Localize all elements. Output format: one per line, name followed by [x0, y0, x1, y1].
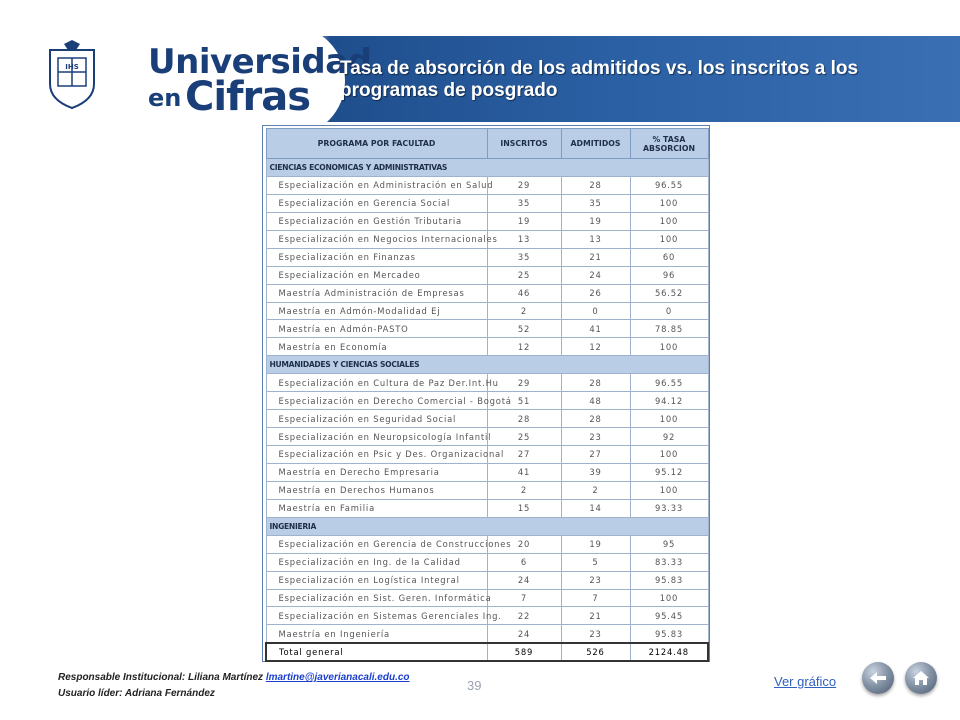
tasa-cell: 96.55 — [630, 374, 708, 392]
admitidos-cell: 21 — [561, 248, 630, 266]
table-row — [266, 410, 708, 428]
admitidos-cell: 24 — [561, 266, 630, 284]
tasa-cell: 94.12 — [630, 392, 708, 410]
tasa-cell: 100 — [630, 481, 708, 499]
admitidos-cell: 23 — [561, 571, 630, 589]
table-row — [266, 553, 708, 571]
admitidos-cell: 26 — [561, 284, 630, 302]
program-name-cell: Especialización en Neuropsicología Infantil — [266, 428, 487, 446]
program-name-cell: Maestría en Ingeniería — [266, 625, 487, 643]
svg-text:IHS: IHS — [65, 63, 79, 71]
admitidos-cell: 21 — [561, 607, 630, 625]
inscritos-cell: 15 — [487, 499, 561, 517]
back-button[interactable] — [862, 662, 894, 694]
table-row — [266, 212, 708, 230]
program-name-cell: Especialización en Administración en Salud — [266, 176, 487, 194]
section-title: INGENIERIA — [266, 517, 708, 535]
table-row — [266, 589, 708, 607]
table-row — [266, 607, 708, 625]
inscritos-cell: 13 — [487, 230, 561, 248]
page-title: Tasa de absorción de los admitidos vs. los inscritos a los programas de posgrado — [340, 58, 859, 101]
tasa-cell: 95 — [630, 535, 708, 553]
admitidos-cell: 13 — [561, 230, 630, 248]
tasa-cell: 96 — [630, 266, 708, 284]
program-name-cell: Especialización en Finanzas — [266, 248, 487, 266]
tasa-cell: 78.85 — [630, 320, 708, 338]
tasa-cell: 100 — [630, 230, 708, 248]
table-row — [266, 446, 708, 464]
inscritos-cell: 12 — [487, 338, 561, 356]
table-row — [266, 284, 708, 302]
column-header-programa: PROGRAMA POR FACULTAD — [266, 129, 487, 159]
home-icon — [912, 670, 930, 686]
program-name-cell: Especialización en Negocios Internacionales — [266, 230, 487, 248]
email-link[interactable]: lmartine@javerianacali.edu.co — [265, 672, 410, 683]
column-header-inscritos: INSCRITOS — [487, 129, 561, 159]
table-row — [266, 320, 708, 338]
program-name-cell: Especialización en Derecho Comercial - Bogotá — [266, 392, 487, 410]
tasa-cell: 95.12 — [630, 463, 708, 481]
home-button[interactable] — [905, 662, 937, 694]
tasa-cell: 95.83 — [630, 571, 708, 589]
table-row — [266, 428, 708, 446]
admitidos-cell: 28 — [561, 410, 630, 428]
brand-universidad: Universidad — [148, 42, 372, 82]
program-name-cell: Especialización en Gerencia de Construcciones — [266, 535, 487, 553]
total-admitidos-cell: 526 — [561, 643, 630, 661]
admitidos-cell: 14 — [561, 499, 630, 517]
section-row — [266, 517, 708, 535]
program-name-cell: Maestría en Economía — [266, 338, 487, 356]
admitidos-cell: 7 — [561, 589, 630, 607]
program-name-cell: Especialización en Sist. Geren. Informática — [266, 589, 487, 607]
table-row — [266, 463, 708, 481]
tasa-cell: 60 — [630, 248, 708, 266]
inscritos-cell: 2 — [487, 481, 561, 499]
admitidos-cell: 41 — [561, 320, 630, 338]
responsable-label: Responsable Institucional: Liliana Martínez — [58, 672, 264, 683]
tasa-cell: 100 — [630, 194, 708, 212]
tasa-cell: 83.33 — [630, 553, 708, 571]
tasa-cell: 100 — [630, 338, 708, 356]
section-row — [266, 356, 708, 374]
tasa-cell: 95.83 — [630, 625, 708, 643]
inscritos-cell: 22 — [487, 607, 561, 625]
inscritos-cell: 29 — [487, 374, 561, 392]
program-name-cell: Maestría en Derecho Empresaria — [266, 463, 487, 481]
table-row — [266, 374, 708, 392]
program-name-cell: Especialización en Gerencia Social — [266, 194, 487, 212]
total-row — [266, 643, 708, 661]
admitidos-cell: 48 — [561, 392, 630, 410]
admitidos-cell: 0 — [561, 302, 630, 320]
table-row — [266, 302, 708, 320]
program-name-cell: Especialización en Sistemas Gerenciales Ing. — [266, 607, 487, 625]
program-name-cell: Especialización en Psic y Des. Organizacional — [266, 446, 487, 464]
inscritos-cell: 29 — [487, 176, 561, 194]
header-banner — [0, 36, 960, 122]
section-row — [266, 159, 708, 177]
tasa-cell: 92 — [630, 428, 708, 446]
inscritos-cell: 20 — [487, 535, 561, 553]
section-title: CIENCIAS ECONOMICAS Y ADMINISTRATIVAS — [266, 159, 708, 177]
admitidos-cell: 2 — [561, 481, 630, 499]
admitidos-cell: 12 — [561, 338, 630, 356]
tasa-cell: 93.33 — [630, 499, 708, 517]
table-body — [266, 159, 708, 661]
program-name-cell: Especialización en Seguridad Social — [266, 410, 487, 428]
inscritos-cell: 35 — [487, 248, 561, 266]
inscritos-cell: 41 — [487, 463, 561, 481]
program-name-cell: Maestría en Derechos Humanos — [266, 481, 487, 499]
admitidos-cell: 27 — [561, 446, 630, 464]
table-row — [266, 230, 708, 248]
inscritos-cell: 35 — [487, 194, 561, 212]
university-crest-icon — [36, 42, 108, 118]
table-row — [266, 625, 708, 643]
program-name-cell: Maestría en Admón-Modalidad Ej — [266, 302, 487, 320]
inscritos-cell: 27 — [487, 446, 561, 464]
total-label-cell: Total general — [266, 643, 487, 661]
inscritos-cell: 28 — [487, 410, 561, 428]
column-header-tasa: % TASA ABSORCION — [630, 129, 708, 159]
program-name-cell: Maestría Administración de Empresas — [266, 284, 487, 302]
absorption-table — [262, 125, 710, 662]
table-row — [266, 571, 708, 589]
inscritos-cell: 25 — [487, 266, 561, 284]
column-header-admitidos: ADMITIDOS — [561, 129, 630, 159]
table-row — [266, 248, 708, 266]
program-name-cell: Especialización en Logística Integral — [266, 571, 487, 589]
admitidos-cell: 35 — [561, 194, 630, 212]
program-name-cell: Especialización en Mercadeo — [266, 266, 487, 284]
program-name-cell: Maestría en Admón-PASTO — [266, 320, 487, 338]
ver-grafico-link[interactable]: Ver gráfico — [774, 674, 837, 689]
table-row — [266, 392, 708, 410]
table-header-row — [266, 129, 708, 159]
inscritos-cell: 46 — [487, 284, 561, 302]
admitidos-cell: 19 — [561, 212, 630, 230]
program-name-cell: Especialización en Cultura de Paz Der.Int.Hu — [266, 374, 487, 392]
inscritos-cell: 52 — [487, 320, 561, 338]
back-arrow-icon — [869, 671, 887, 685]
inscritos-cell: 24 — [487, 625, 561, 643]
admitidos-cell: 28 — [561, 176, 630, 194]
usuario-lider: Usuario líder: Adriana Fernández — [58, 688, 215, 699]
table-row — [266, 176, 708, 194]
admitidos-cell: 19 — [561, 535, 630, 553]
table-row — [266, 194, 708, 212]
inscritos-cell: 51 — [487, 392, 561, 410]
program-name-cell: Especialización en Ing. de la Calidad — [266, 553, 487, 571]
table-row — [266, 481, 708, 499]
table-row — [266, 535, 708, 553]
inscritos-cell: 25 — [487, 428, 561, 446]
table-row — [266, 338, 708, 356]
inscritos-cell: 24 — [487, 571, 561, 589]
tasa-cell: 56.52 — [630, 284, 708, 302]
tasa-cell: 100 — [630, 589, 708, 607]
program-name-cell: Maestría en Familia — [266, 499, 487, 517]
table-row — [266, 499, 708, 517]
tasa-cell: 100 — [630, 410, 708, 428]
admitidos-cell: 39 — [561, 463, 630, 481]
inscritos-cell: 6 — [487, 553, 561, 571]
brand-en: en — [148, 84, 182, 112]
footer-credits — [58, 670, 410, 702]
section-title: HUMANIDADES Y CIENCIAS SOCIALES — [266, 356, 708, 374]
tasa-cell: 100 — [630, 212, 708, 230]
inscritos-cell: 7 — [487, 589, 561, 607]
tasa-cell: 0 — [630, 302, 708, 320]
program-name-cell: Especialización en Gestión Tributaria — [266, 212, 487, 230]
table-row — [266, 266, 708, 284]
admitidos-cell: 23 — [561, 625, 630, 643]
tasa-cell: 100 — [630, 446, 708, 464]
brand-cifras: Cifras — [185, 74, 310, 120]
admitidos-cell: 5 — [561, 553, 630, 571]
inscritos-cell: 19 — [487, 212, 561, 230]
total-tasa-cell: 2124.48 — [630, 643, 708, 661]
tasa-cell: 95.45 — [630, 607, 708, 625]
total-inscritos-cell: 589 — [487, 643, 561, 661]
tasa-cell: 96.55 — [630, 176, 708, 194]
inscritos-cell: 2 — [487, 302, 561, 320]
admitidos-cell: 28 — [561, 374, 630, 392]
page-number: 39 — [467, 678, 482, 693]
admitidos-cell: 23 — [561, 428, 630, 446]
